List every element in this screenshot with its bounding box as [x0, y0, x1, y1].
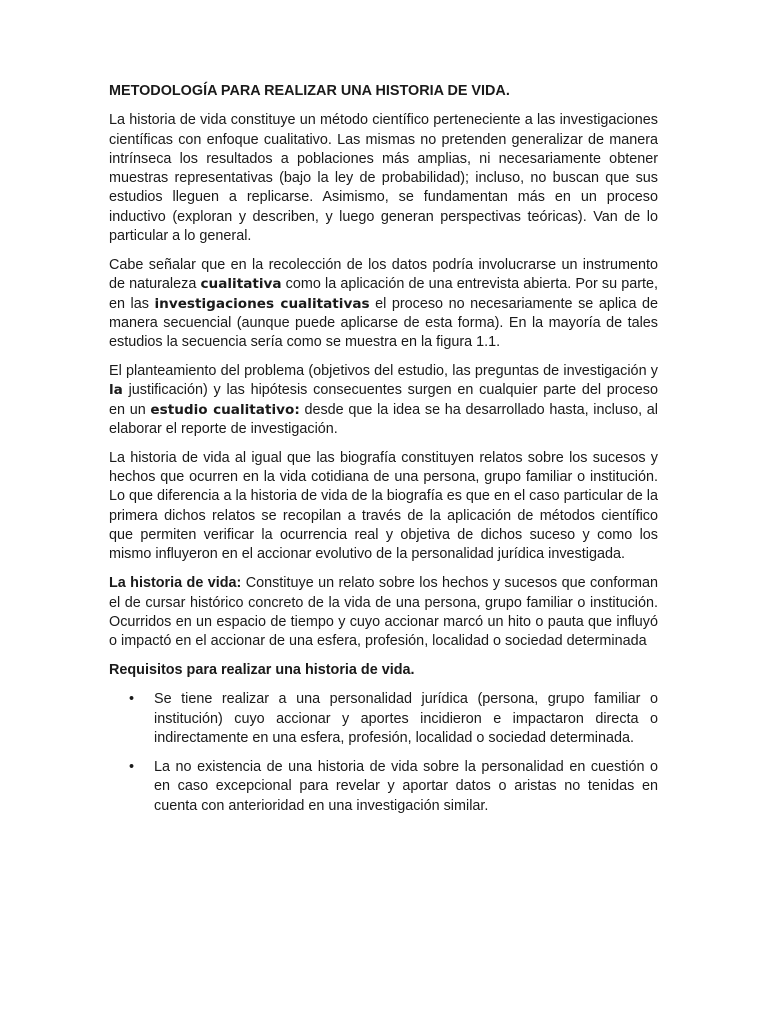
paragraph-biography: La historia de vida al igual que las biografía constituyen relatos sobre los sucesos y hechos que ocurren en la vida cotidiana de una persona, grupo familiar o institución. Lo que diferencia a la historia de vida de la biografía es que en el caso particular de la primera dichos relatos se recopilan a través de la aplicación de métodos científico que permiten verificar la ocurrencia real y objetiva de dichos suceso y como los mismo influyeron en el accionar evolutivo de la personalidad jurídica investigada.	[109, 449, 658, 563]
requirements-heading: Requisitos para realizar una historia de vida.	[109, 661, 415, 678]
paragraph-definition	[109, 574, 658, 651]
bold-keyword-estudio: estudio cualitativo:	[150, 401, 300, 418]
bold-keyword-la: la	[109, 382, 123, 399]
paragraph-text: como la aplicación de una entrevista abierta. Por su parte, en las	[109, 276, 658, 312]
document-title: METODOLOGÍA PARA REALIZAR UNA HISTORIA DE VIDA.	[109, 83, 510, 99]
requirements-list	[109, 690, 658, 816]
paragraph-text: Cabe señalar que en la recolección de los datos podría involucrarse un instrumento de naturaleza	[109, 256, 658, 293]
list-item-text: Se tiene realizar a una personalidad jurídica (persona, grupo familiar o institución) cuyo accionar y aportes incidieron e impactaron directa o indirectamente en una esfera, profesión, localidad o sociedad determinada.	[154, 691, 658, 746]
paragraph-intro: La historia de vida constituye un método científico perteneciente a las investigaciones científicas con enfoque cualitativo. Las mismas no pretenden generalizar de manera intrínseca los resultados a poblaciones más amplias, ni necesariamente obtener muestras representativas (bajo la ley de probabilidad); incluso, no buscan que sus estudios lleguen a replicarse. Asimismo, se fundamentan más en un proceso inductivo (exploran y describen, y luego generan perspectivas teóricas). Van de lo particular a lo general.	[109, 112, 658, 245]
bold-keyword-cualitativa: cualitativa	[200, 276, 282, 293]
paragraph-text: justificación) y las hipótesis consecuentes surgen en cualquier parte del proceso en un	[109, 382, 658, 418]
bullet-icon: •	[129, 691, 135, 708]
list-item	[109, 758, 658, 816]
definition-term: La historia de vida:	[109, 575, 242, 592]
list-item-text: La no existencia de una historia de vida sobre la personalidad en cuestión o en caso excepcional para revelar y aportar datos o aristas no tenidas en cuenta con anterioridad en una investigación similar.	[154, 759, 658, 814]
list-item	[109, 690, 658, 748]
bold-keyword-investigaciones: investigaciones cualitativas	[154, 295, 370, 312]
paragraph-text: El planteamiento del problema (objetivos del estudio, las preguntas de investigación y	[109, 363, 658, 380]
paragraph-text: Constituye un relato sobre los hechos y sucesos que conforman el de cursar histórico concreto de la vida de una persona, grupo familiar o institución. Ocurridos en un espacio de tiempo y cuyo accionar marcó un hito o pauta que influyó o impactó en el accionar de una esfera, profesión, localidad o sociedad determinada	[109, 575, 658, 650]
paragraph-problem-statement	[109, 362, 658, 439]
bullet-icon: •	[129, 759, 135, 776]
paragraph-data-collection	[109, 256, 658, 352]
document-page	[109, 82, 658, 826]
paragraph-text: desde que la idea se ha desarrollado hasta, incluso, al elaborar el reporte de investigación.	[109, 401, 658, 437]
paragraph-text: el proceso no necesariamente se aplica de manera secuencial (aunque puede aplicarse de esta forma). En la mayoría de tales estudios la secuencia sería como se muestra en la figura 1.1.	[109, 295, 658, 351]
